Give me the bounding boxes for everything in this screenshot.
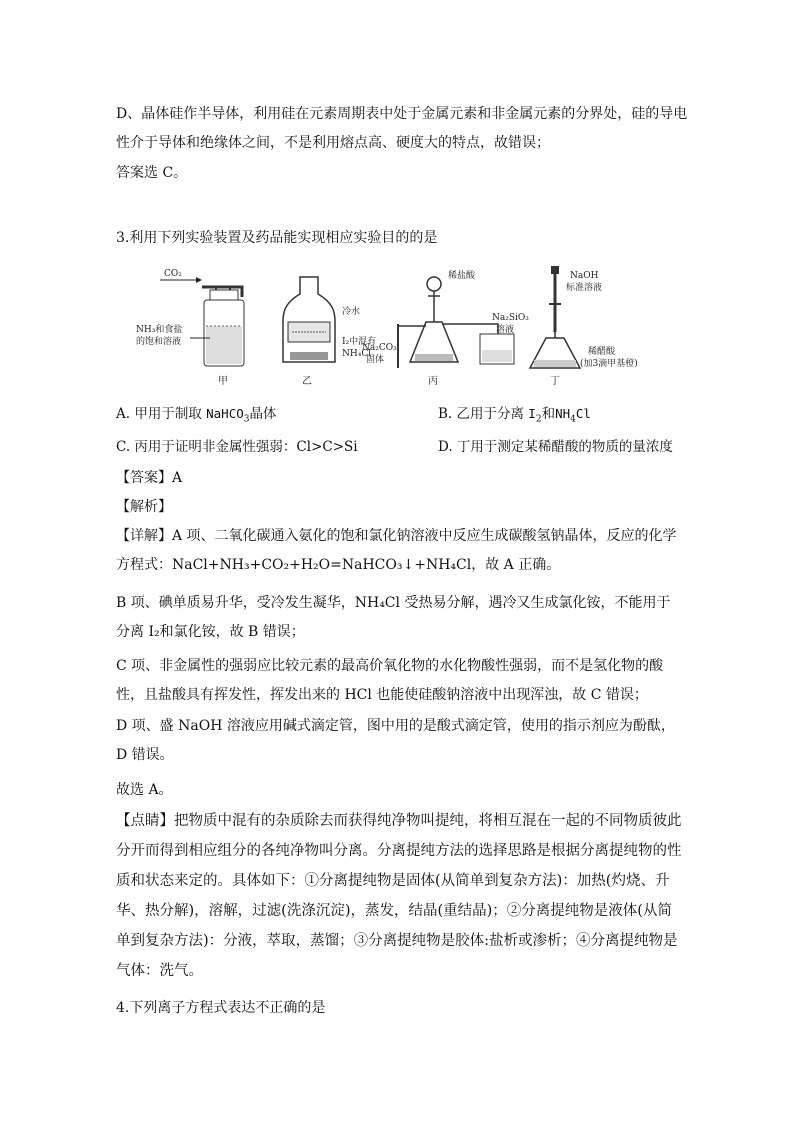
question-3-title: 3.利用下列实验装置及药品能实现相应实验目的的是 xyxy=(116,230,438,246)
bing-left-1: Na₂CO₃ xyxy=(362,343,397,353)
apparatus-ding xyxy=(530,266,638,387)
d-option-line-2: 性介于导体和绝缘体之间，不是利用熔点高、硬度大的特点，故错误； xyxy=(116,135,550,151)
apparatus-yi xyxy=(283,277,376,387)
detail-paragraph-4: D 项、盛 NaOH 溶液应用碱式滴定管，图中用的是酸式滴定管，使用的指示剂应为酚酞，D 错误。 xyxy=(116,718,675,763)
option-a-formula: NaHCO xyxy=(206,406,244,421)
point-paragraph: 【点睛】把物质中混有的杂质除去而获得纯净物叫提纯，将相互混在一起的不同物质彼此分开而得到相应组分的各纯净物叫分离。分离提纯方法的选择思路是根据分离提纯物的性质和状态来定的。具体如下：①分离提纯物是固体(从简单到复杂方法)：加热(灼烧、升华、热分解)，溶解，过滤(洗涤沉淀)，蒸发，结晶(重结晶)；②分离提纯物是液体(从简单到复杂方法)：分液，萃取，蒸馏；③分离提纯物是胶体:盐析或渗析；④分离提纯物是气体：洗气。 xyxy=(116,813,682,979)
bing-acid-label: 稀盐酸 xyxy=(448,271,476,281)
detail-paragraph-2: B 项、碘单质易升华，受冷发生凝华，NH₄Cl 受热易分解，遇冷又生成氯化铵，不能用于分离 I₂和氯化铵，故 B 错误； xyxy=(116,595,671,640)
jia-label-1: NH₃和食盐 xyxy=(136,325,183,335)
apparatus-bing xyxy=(362,269,529,387)
option-d: D. 丁用于测定某稀醋酸的物质的量浓度 xyxy=(438,439,673,455)
d-option-answer: 答案选 C。 xyxy=(116,165,188,181)
bing-right-1: Na₂SiO₃ xyxy=(492,313,529,323)
question-4-title: 4.下列离子方程式表达不正确的是 xyxy=(116,1000,326,1016)
ding-flask-2: (加3滴甲基橙) xyxy=(580,359,638,369)
option-a xyxy=(116,404,277,430)
apparatus-jia xyxy=(136,269,244,387)
yi-label-2: NH₄Cl xyxy=(342,349,372,359)
option-b-formula-2: NH xyxy=(555,406,571,421)
yi-caption: 乙 xyxy=(302,376,312,387)
bing-caption: 丙 xyxy=(428,376,438,387)
jia-label-2: 的饱和溶液 xyxy=(136,337,182,347)
apparatus-figure xyxy=(130,262,670,392)
option-b-mid: 和 xyxy=(541,406,556,422)
ding-flask-1: 稀醋酸 xyxy=(588,347,616,357)
option-a-prefix: A. 甲用于制取 xyxy=(116,406,207,422)
analysis-label: 【解析】 xyxy=(116,499,172,515)
option-a-suffix: 晶体 xyxy=(249,406,277,422)
jia-caption: 甲 xyxy=(218,376,228,387)
ding-base-1: NaOH xyxy=(570,271,599,281)
yi-water-label: 冷水 xyxy=(342,307,361,317)
detail-conclusion: 故选 A。 xyxy=(116,782,173,798)
option-b-sub-2: 4 xyxy=(570,414,576,425)
apparatus-svg xyxy=(130,262,670,392)
detail-paragraph-3: C 项、非金属性的强弱应比较元素的最高价氧化物的水化物酸性强弱，而不是氢化物的酸性，且盐酸具有挥发性，挥发出来的 HCl 也能使硅酸钠溶液中出现浑浊，故 C 错误； xyxy=(116,658,664,703)
answer-label: 【答案】A xyxy=(116,470,183,486)
d-option-line-1: D、晶体硅作半导体，利用硅在元素周期表中处于金属元素和非金属元素的分界处，硅的导电 xyxy=(116,106,688,122)
option-c: C. 丙用于证明非金属性强弱：Cl>C>Si xyxy=(116,439,358,455)
option-b-prefix: B. 乙用于分离 xyxy=(438,406,529,422)
option-a-sub: 3 xyxy=(243,414,250,425)
option-b-formula-3: Cl xyxy=(575,406,591,421)
ding-caption: 丁 xyxy=(550,376,560,387)
option-b-sub: 2 xyxy=(535,414,542,425)
bing-left-2: 固体 xyxy=(366,355,385,365)
detail-paragraph-1: 【详解】A 项、二氧化碳通入氨化的饱和氯化钠溶液中反应生成碳酸氢钠晶体，反应的化学方程式：NaCl+NH₃+CO₂+H₂O=NaHCO₃↓+NH₄Cl，故 A 正确。 xyxy=(116,528,677,573)
option-b-formula-1: I xyxy=(528,406,536,421)
bing-right-2: 溶液 xyxy=(496,325,515,335)
yi-label-1: I₂中混有 xyxy=(342,337,377,347)
option-b xyxy=(438,404,591,430)
jia-gas-label: CO₂ xyxy=(164,269,182,279)
ding-base-2: 标准溶液 xyxy=(566,283,603,293)
